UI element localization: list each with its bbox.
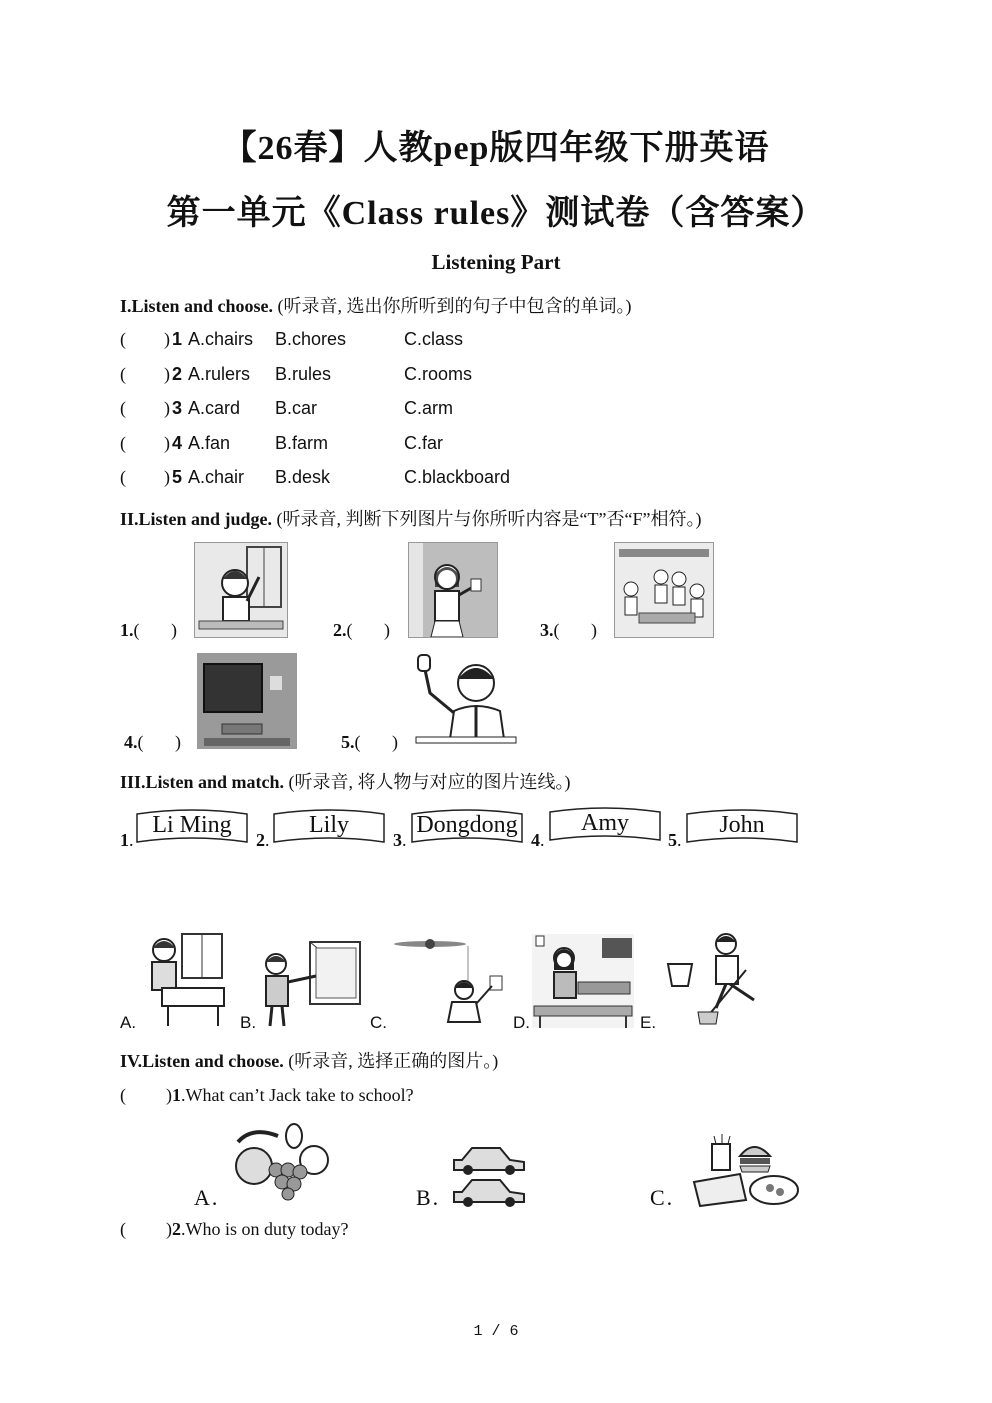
boy-at-desk-picture (138, 932, 234, 1028)
girl-at-light-switch-picture (408, 542, 498, 638)
name-card-john: John (684, 808, 800, 846)
girl-cleaning-desk-picture (532, 934, 634, 1028)
match-picture-label: E. (640, 1013, 657, 1032)
name-card-dongdong: Dongdong (409, 808, 525, 846)
match-picture-label: B. (240, 1013, 257, 1032)
section4-question-1: ( )1.What can’t Jack take to school? (120, 1085, 414, 1105)
section2-heading: II.Listen and judge. (听录音, 判断下列图片与你所听内容是“T”否“F”相符。) (120, 509, 702, 529)
match-picture-label: D. (513, 1013, 530, 1032)
match-picture-label: C. (370, 1013, 387, 1032)
fruit-basket-picture (232, 1120, 334, 1202)
snack-food-picture (690, 1134, 802, 1208)
section1-heading: I.Listen and choose. (听录音, 选出你所听到的句子中包含的单词。) (120, 296, 632, 316)
judge-item-5: 5.( ) (341, 732, 398, 752)
option-label: A. (194, 1185, 220, 1210)
boy-closing-window-picture (258, 936, 364, 1028)
option-label: B. (416, 1185, 441, 1210)
boy-raising-hand-picture (410, 653, 522, 745)
toy-cars-picture (450, 1138, 528, 1208)
name-card-lily: Lily (271, 808, 387, 846)
boy-mopping-floor-picture (664, 930, 768, 1028)
judge-item-1: 1.( ) (120, 620, 177, 640)
name-card-amy: Amy (547, 806, 663, 844)
document-title-line1: 【26春】人教pep版四年级下册英语 (222, 130, 770, 167)
section4-heading: IV.Listen and choose. (听录音, 选择正确的图片。) (120, 1051, 499, 1071)
page-number: 1 / 6 (473, 1323, 519, 1340)
match-number: 4. (531, 830, 545, 850)
match-picture-label: A. (120, 1013, 137, 1032)
document-title-line2: 第一单元《Class rules》测试卷（含答案） (166, 195, 826, 232)
match-number: 3. (393, 830, 407, 850)
empty-classroom-picture (197, 653, 297, 749)
part-title: Listening Part (431, 250, 561, 274)
judge-item-2: 2.( ) (333, 620, 390, 640)
judge-item-3: 3.( ) (540, 620, 597, 640)
students-in-classroom-picture (614, 542, 714, 638)
match-number: 2. (256, 830, 270, 850)
section4-question-2: ( )2.Who is on duty today? (120, 1219, 349, 1239)
boy-opening-window-picture (194, 542, 288, 638)
name-card-li-ming: Li Ming (134, 808, 250, 846)
judge-item-4: 4.( ) (124, 732, 181, 752)
section3-heading: III.Listen and match. (听录音, 将人物与对应的图片连线。) (120, 772, 571, 792)
option-label: C. (650, 1185, 675, 1210)
girl-under-fan-picture (390, 936, 510, 1028)
match-number: 5. (668, 830, 682, 850)
match-number: 1. (120, 830, 134, 850)
